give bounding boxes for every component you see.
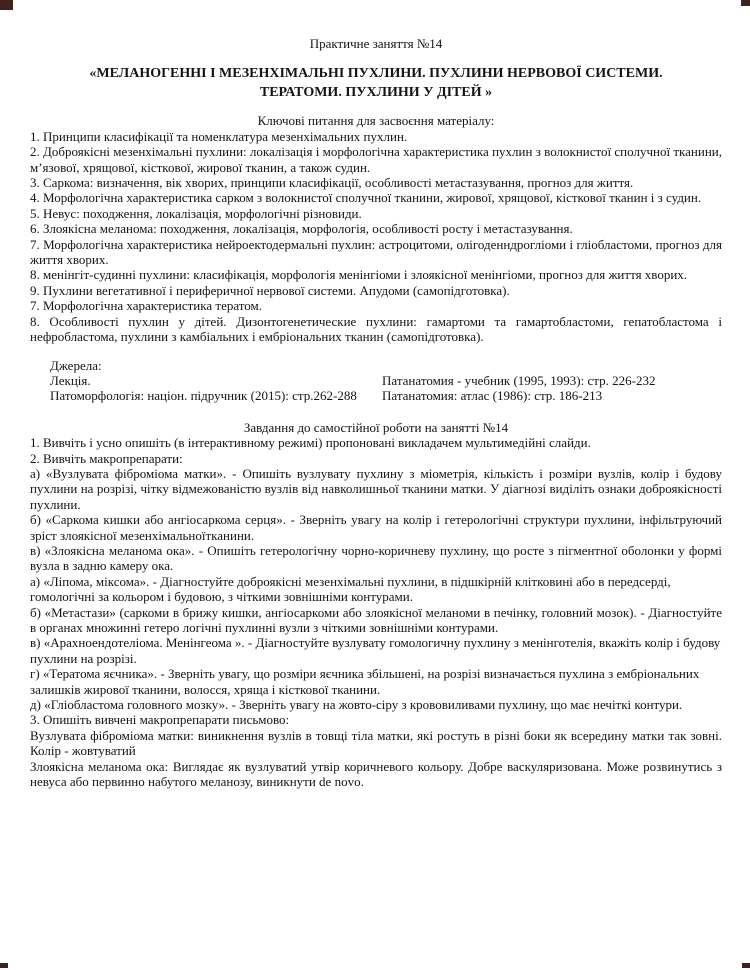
key-question-item: 3. Саркома: визначення, вік хворих, принципи класифікації, особливості метастазування, прогноз для життя. (30, 175, 634, 191)
key-questions-heading: Ключові питання для засвоєння матеріалу: (257, 113, 495, 129)
task-item: 1. Вивчіть і усно опишіть (в інтерактивному режимі) пропоновані викладачем мультимедійні слайди. (30, 435, 591, 451)
task-item: д) «Гліобластома головного мозку». - Зверніть увагу на жовто-сіру з крововиливами пухлину, що має нечіткі контури. (30, 697, 683, 713)
key-question-item: 6. Злоякісна меланома: походження, локалізація, морфологія, особливості росту і метастазування. (30, 221, 573, 237)
key-question-item: 9. Пухлини вегетативної і периферичної нервової системи. Апудоми (самопідготовка). (30, 282, 510, 298)
scan-corner-mark-bottom-right (742, 963, 750, 968)
source-item-left: Патоморфологія: націон. підручник (2015): стр.262-288 (50, 388, 357, 404)
task-item: в) «Арахноендотеліома. Менінгеома ». - Діагностуйте вузлувату гомологичну пухлину з менінготелія, вкажіть колір і будову пухлини на розрізі. (30, 635, 721, 666)
key-question-item: 7. Морфологічна характеристика нейроектодермальні пухлин: астроцитоми, олігоденндрогліоми і гліобластоми, прогноз для життя хворих. (30, 236, 722, 268)
scan-corner-mark-top-right (741, 0, 750, 6)
key-questions-list (30, 129, 722, 345)
task-item: а) «Вузлувата фіброміома матки». - Опишіть вузлувату пухлину з міометрія, кількість і розміри вузлів, колір і будову пухлини на розрізі, чітку відмежованістю вузлів від навколишньої тканини матки. У діагнозі виділіть ознаки доброякісності пухлини. (30, 465, 722, 512)
source-item-left: Лекція. (50, 372, 91, 388)
key-question-item: 7. Морфологічна характеристика тератом. (30, 298, 263, 314)
written-item: Злоякісна меланома ока: Виглядає як вузлуватий утвір коричневого кольору. Добре васкуляризована. Може розвинутись з невуса або первинно набутого меланозу, виникнути de novo. (30, 758, 722, 790)
task-item: а) «Ліпома, міксома». - Діагностуйте доброякісні мезенхімальні пухлини, в підшкірній клітковині або в передсерді, гомологічні за кольором і будовою, з чіткими зовнішніми контурами. (30, 573, 671, 605)
tasks-list (30, 435, 722, 712)
written-description-section (30, 712, 722, 789)
key-question-item: 8. Особливості пухлин у дітей. Дизонтогенетические пухлини: гамартоми та гамартобластоми, гепатобластома і нефробластома, пухлини з камбіальних і ембріональних тканин (самопідготовка). (30, 313, 722, 345)
sources-block (50, 358, 722, 404)
source-item-right: Патанатомия - учебник (1995, 1993): стр. 226-232 (382, 372, 656, 388)
key-question-item: 4. Морфологічна характеристика сарком з волокнистої сполучної тканини, жирової, хрящової, кісткової тканин і з судин. (30, 190, 702, 206)
key-question-item: 1. Принципи класифікації та номенклатура мезенхімальних пухлин. (30, 128, 408, 144)
task-item: в) «Злоякісна меланома ока». - Опишіть гетерологічну чорно-коричневу пухлину, що росте з пігментної оболонки у формі вузла в задню камеру ока. (30, 542, 722, 574)
source-item-right: Патанатомия: атлас (1986): стр. 186-213 (382, 388, 603, 404)
key-question-item: 8. менінгіт-судинні пухлини: класифікація, морфологія менінгіоми і злоякісної менінгіоми, прогноз для життя хворих. (30, 267, 688, 283)
task-item: г) «Тератома яєчника». - Зверніть увагу, що розміри яєчника збільшені, на розрізі визначається пухлина з ембріональних залишків жирової тканини, волосся, хряща і кісткової тканини. (30, 666, 700, 697)
scan-corner-mark-bottom-left (0, 963, 8, 968)
task-item: 2. Вивчіть макропрепарати: (30, 450, 183, 466)
written-item: Вузлувата фіброміома матки: виникнення вузлів в товщі тіла матки, які ростуть в різні боки як всередину матки так зовні. Колір - жовтуватий (30, 727, 722, 759)
task-item: б) «Метастази» (саркоми в брижу кишки, ангіосаркоми або злоякісної меланоми в печінку, головний мозок). - Діагностуйте в органах множинні гетеро логічні пухлинні вузли з чіткими зовнішніми контурами. (30, 604, 722, 635)
written-section-heading: 3. Опишіть вивчені макропрепарати письмово: (30, 712, 290, 728)
sources-label: Джерела: (50, 357, 102, 373)
task-item: б) «Саркома кишки або ангіосаркома серця». - Зверніть увагу на колір і гетерологічні структури пухлини, інфільтруючий зріст злоякісної мезенхімальноїтканини. (30, 512, 722, 543)
key-question-item: 2. Доброякісні мезенхімальні пухлини: локалізація і морфологічна характеристика пухлин з волокнистої сполучної тканини, м’язової, хрящової, кісткової, жирової тканин, а також судин. (30, 144, 722, 175)
scan-corner-mark-top-left (0, 0, 13, 10)
lesson-number-title: Практичне заняття №14 (309, 36, 443, 51)
tasks-heading: Завдання до самостійної роботи на занятті №14 (243, 419, 509, 435)
key-question-item: 5. Невус: походження, локалізація, морфологічні різновиди. (30, 205, 362, 221)
document-main-title: «МЕЛАНОГЕННІ І МЕЗЕНХІМАЛЬНІ ПУХЛИНИ. ПУХЛИНИ НЕРВОВОЇ СИСТЕМИ. ТЕРАТОМИ. ПУХЛИНИ У ДІТЕЙ » (89, 66, 663, 101)
